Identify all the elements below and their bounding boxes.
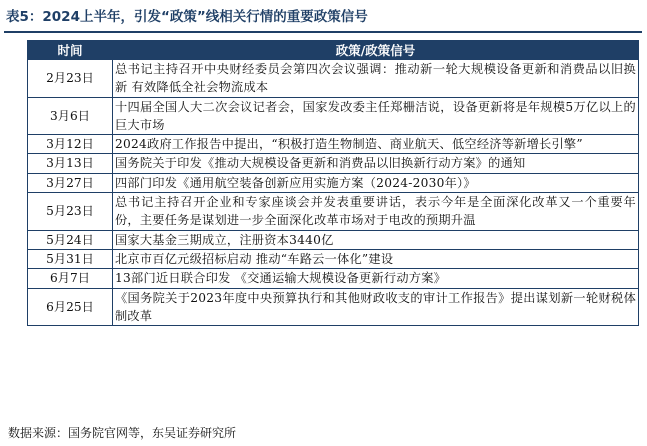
table-row: [28, 193, 639, 231]
row-policy-text: 2024政府工作报告中提出，“积极打造生物制造、商业航天、低空经济等新增长引擎”: [113, 135, 639, 154]
row-policy-text: 总书记主持召开中央财经委员会第四次会议强调：推动新一轮大规模设备更新和消费品以旧换新 有效降低全社会物流成本: [113, 60, 639, 98]
row-date: 6月7日: [28, 269, 113, 288]
table-row: [28, 173, 639, 192]
row-date: 2月23日: [28, 60, 113, 98]
data-source-note: 数据来源：国务院官网等，东吴证券研究所: [8, 426, 237, 440]
row-date: 5月23日: [28, 193, 113, 231]
row-date: 6月25日: [28, 288, 113, 326]
table-row: [28, 154, 639, 173]
table-row: [28, 249, 639, 268]
table-row: [28, 135, 639, 154]
row-policy-text: 国家大基金三期成立，注册资本3440亿: [113, 230, 639, 249]
header-time: 时间: [28, 41, 113, 60]
table-row: [28, 60, 639, 98]
row-policy-text: 《国务院关于2023年度中央预算执行和其他财政收支的审计工作报告》提出谋划新一轮财税体制改革: [113, 288, 639, 326]
row-policy-text: 总书记主持召开企业和专家座谈会并发表重要讲话，表示今年是全面深化改革又一个重要年份，主要任务是谋划进一步全面深化改革市场对于电改的预期升温: [113, 193, 639, 231]
table-caption: 表5：2024上半年，引发“政策”线相关行情的重要政策信号: [6, 9, 368, 25]
row-policy-text: 13部门近日联合印发 《交通运输大规模设备更新行动方案》: [113, 269, 639, 288]
table-row: [28, 97, 639, 135]
row-date: 3月27日: [28, 173, 113, 192]
header-policy: 政策/政策信号: [113, 41, 639, 60]
row-policy-text: 北京市百亿元级招标启动 推动“车路云一体化”建设: [113, 249, 639, 268]
row-policy-text: 十四届全国人大二次会议记者会，国家发改委主任郑栅洁说，设备更新将是年规模5万亿以上的巨大市场: [113, 97, 639, 135]
row-policy-text: 国务院关于印发《推动大规模设备更新和消费品以旧换新行动方案》的通知: [113, 154, 639, 173]
policy-table: [27, 40, 639, 326]
caption-rule: [4, 31, 642, 33]
table-row: [28, 269, 639, 288]
row-date: 3月6日: [28, 97, 113, 135]
row-policy-text: 四部门印发《通用航空装备创新应用实施方案（2024-2030年）》: [113, 173, 639, 192]
row-date: 3月12日: [28, 135, 113, 154]
table-header-row: [28, 41, 639, 60]
row-date: 5月24日: [28, 230, 113, 249]
table-row: [28, 288, 639, 326]
row-date: 5月31日: [28, 249, 113, 268]
row-date: 3月13日: [28, 154, 113, 173]
table-row: [28, 230, 639, 249]
